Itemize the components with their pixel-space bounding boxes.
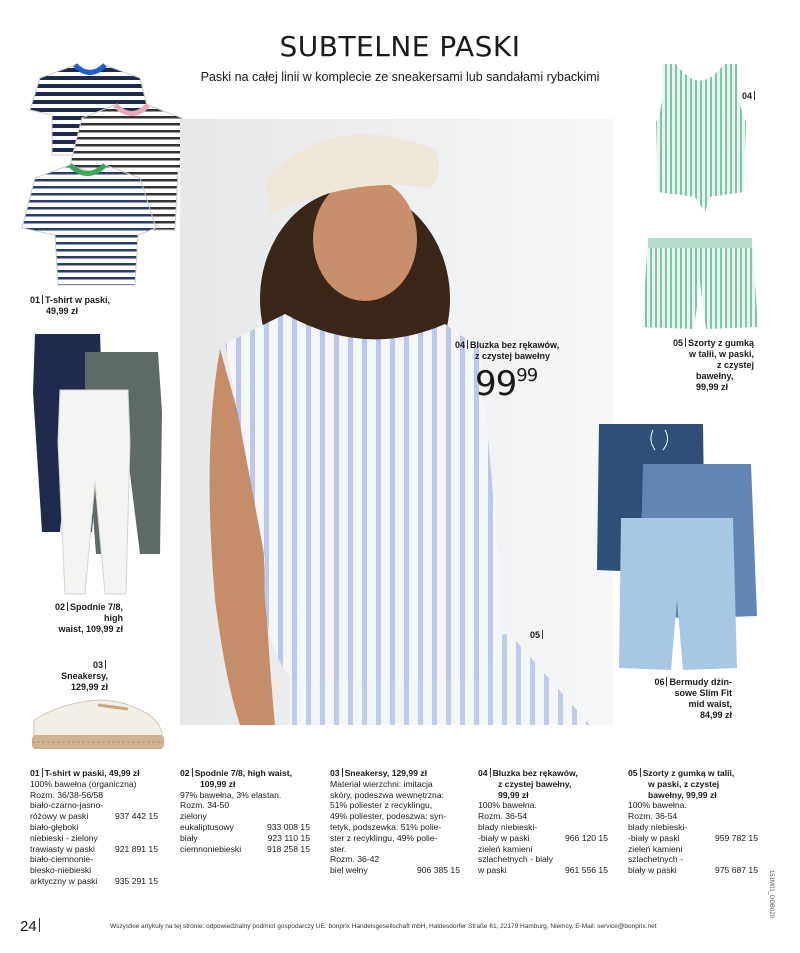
detail-line: szlachetnych - biały (478, 854, 553, 865)
detail-column-02 (180, 768, 310, 854)
detail-row: biel wełny 906 385 15 (330, 865, 460, 876)
sneaker-image (28, 695, 168, 755)
detail-row: biały 923 110 15 (180, 832, 310, 843)
label-shorts-on-photo (530, 630, 545, 641)
detail-column-03 (330, 768, 460, 876)
detail-row: ciemnoniebieski 918 258 15 (180, 843, 310, 854)
label-text-2: z czystej bawełny (475, 351, 551, 361)
detail-row: trawiasty w paski 921 891 15 (30, 843, 158, 854)
tank-and-shorts-image (640, 62, 760, 332)
label-text-4: bawełny, (696, 371, 734, 381)
detail-row: arktyczny w paski 935 291 15 (30, 875, 158, 886)
label-text-2: sowe Slim Fit (674, 688, 732, 698)
detail-line: 49% poliester, podeszwa: syn- (330, 811, 447, 822)
detail-line: Materiał wierzchni: imitacja (330, 778, 433, 789)
label-price: 129,99 zł (70, 682, 108, 692)
detail-row: -biały w paski 966 120 15 (478, 832, 608, 843)
detail-line: zieleń kamieni (478, 843, 533, 854)
detail-row: biały w paski 975 687 15 (628, 865, 758, 876)
detail-heading-3: 99,99 zł (498, 789, 529, 800)
label-number: 01 (30, 295, 41, 305)
hero-price (475, 364, 537, 404)
label-text-2: waist, 109,99 zł (58, 624, 123, 634)
detail-column-04 (478, 768, 608, 876)
detail-column-05 (628, 768, 758, 876)
detail-row: różowy w paski 937 442 15 (30, 811, 158, 822)
label-number: 03 (92, 660, 103, 670)
detail-line: ster. (330, 843, 347, 854)
detail-heading-3: bawełny, 99,99 zł (648, 789, 717, 800)
detail-line: blady niebieski- (628, 821, 688, 832)
detail-heading: 02 Spodnie 7/8, high waist, (180, 768, 292, 778)
label-number: 04 (742, 91, 753, 101)
hero-photo (180, 119, 613, 725)
detail-heading: 01 T-shirt w paski, 49,99 zł (30, 768, 140, 778)
detail-heading: 04 Bluzka bez rękawów, (478, 768, 578, 778)
label-text-2: w talii, w paski, (688, 349, 754, 359)
label-sneakers (48, 660, 108, 693)
label-number: 05 (530, 630, 541, 640)
denim-bermudas-image (593, 420, 763, 670)
detail-line: biało-czarno-jasno- (30, 800, 104, 811)
detail-line: biesko-niebieski (30, 865, 92, 876)
label-number: 06 (654, 677, 665, 687)
detail-line: biało-głęboki (30, 821, 79, 832)
label-number: 04 (455, 340, 466, 350)
label-shorts (664, 338, 754, 393)
page-subtitle: Paski na całej linii w komplecie ze sneakersami lub sandałami rybackimi (200, 70, 600, 84)
detail-line: tetyk, podszewka: 51% polie- (330, 821, 442, 832)
label-text-3: z czystej (716, 360, 754, 370)
label-blouse (455, 340, 559, 362)
label-number: 05 (672, 338, 683, 348)
detail-line: Rozm. 36-54 (478, 811, 528, 822)
detail-line: szlachetnych - (628, 854, 683, 865)
detail-line: Rozm. 36/38-56/58 (30, 789, 104, 800)
detail-line: ster z recyklingu, 49% polie- (330, 832, 438, 843)
detail-heading: 03 Sneakersy, 129,99 zł (330, 768, 428, 778)
detail-line: 100% bawełna. (628, 800, 687, 811)
detail-heading: 05 Szorty z gumką w talii, (628, 768, 735, 778)
detail-line: Rozm. 36-54 (628, 811, 678, 822)
label-text: Bermudy dżin- (669, 677, 732, 687)
label-pants (35, 602, 123, 635)
detail-row: -biały w paski 959 782 15 (628, 832, 758, 843)
label-bermudas (632, 677, 732, 721)
page-title: SUBTELNE PASKI (279, 30, 521, 63)
label-number: 02 (54, 602, 65, 612)
detail-row: eukaliptusowy 933 008 15 (180, 821, 310, 832)
detail-line: skóry, podeszwa wewnętrzna: (330, 789, 444, 800)
label-text: Bluzka bez rękawów, (470, 340, 560, 350)
detail-line: blady niebieski- (478, 821, 538, 832)
label-price: 49,99 zł (46, 306, 79, 316)
detail-line: biało-ciemnonie- (30, 854, 94, 865)
detail-line: Rozm. 34-50 (180, 800, 230, 811)
label-text: Szorty z gumką (687, 338, 754, 348)
detail-line: 100% bawełna. (478, 800, 537, 811)
detail-line: niebieski - zielony (30, 832, 98, 843)
legal-footer: Wszystkie artykuły na tej stronie: odpowiedzialny podmiot gospodarczy UE: bonprix Handelsgesellschaft mbH, Haldesdorfer Straße 61, 22179 Hamburg, Niemcy, E-Mail: service@bonprix.net (110, 923, 657, 930)
detail-line: zieleń kamieni (628, 843, 683, 854)
hero-price-cents: 99 (516, 365, 538, 386)
pants-image (30, 332, 165, 597)
label-tshirt (30, 295, 110, 317)
detail-line: 100% bawełna (organiczna) (30, 778, 137, 789)
detail-line: 51% poliester z recyklingu, (330, 800, 433, 811)
hero-price-main: 99 (475, 364, 517, 404)
page-number: 24 (20, 918, 42, 935)
detail-line: zielony (180, 811, 207, 822)
label-price: 99,99 zł (696, 382, 729, 392)
detail-line: Rozm. 36-42 (330, 854, 380, 865)
catalog-code: 151M01_DOB020 (768, 870, 774, 919)
detail-heading-2: w paski, z czystej (648, 778, 720, 789)
detail-line: 97% bawełna, 3% elastan. (180, 789, 282, 800)
detail-column-01 (30, 768, 158, 887)
tshirts-image (20, 60, 205, 290)
detail-heading-2: 109,99 zł (200, 778, 236, 789)
detail-heading-2: z czystej bawełny, (498, 778, 572, 789)
label-price: 84,99 zł (699, 710, 732, 720)
label-text-3: mid waist, (688, 699, 732, 709)
label-text: T-shirt w paski, (45, 295, 111, 305)
label-text: Sneakersy, (61, 671, 108, 681)
detail-row: w paski 961 556 15 (478, 865, 608, 876)
label-text: Spodnie 7/8, high (69, 602, 123, 623)
